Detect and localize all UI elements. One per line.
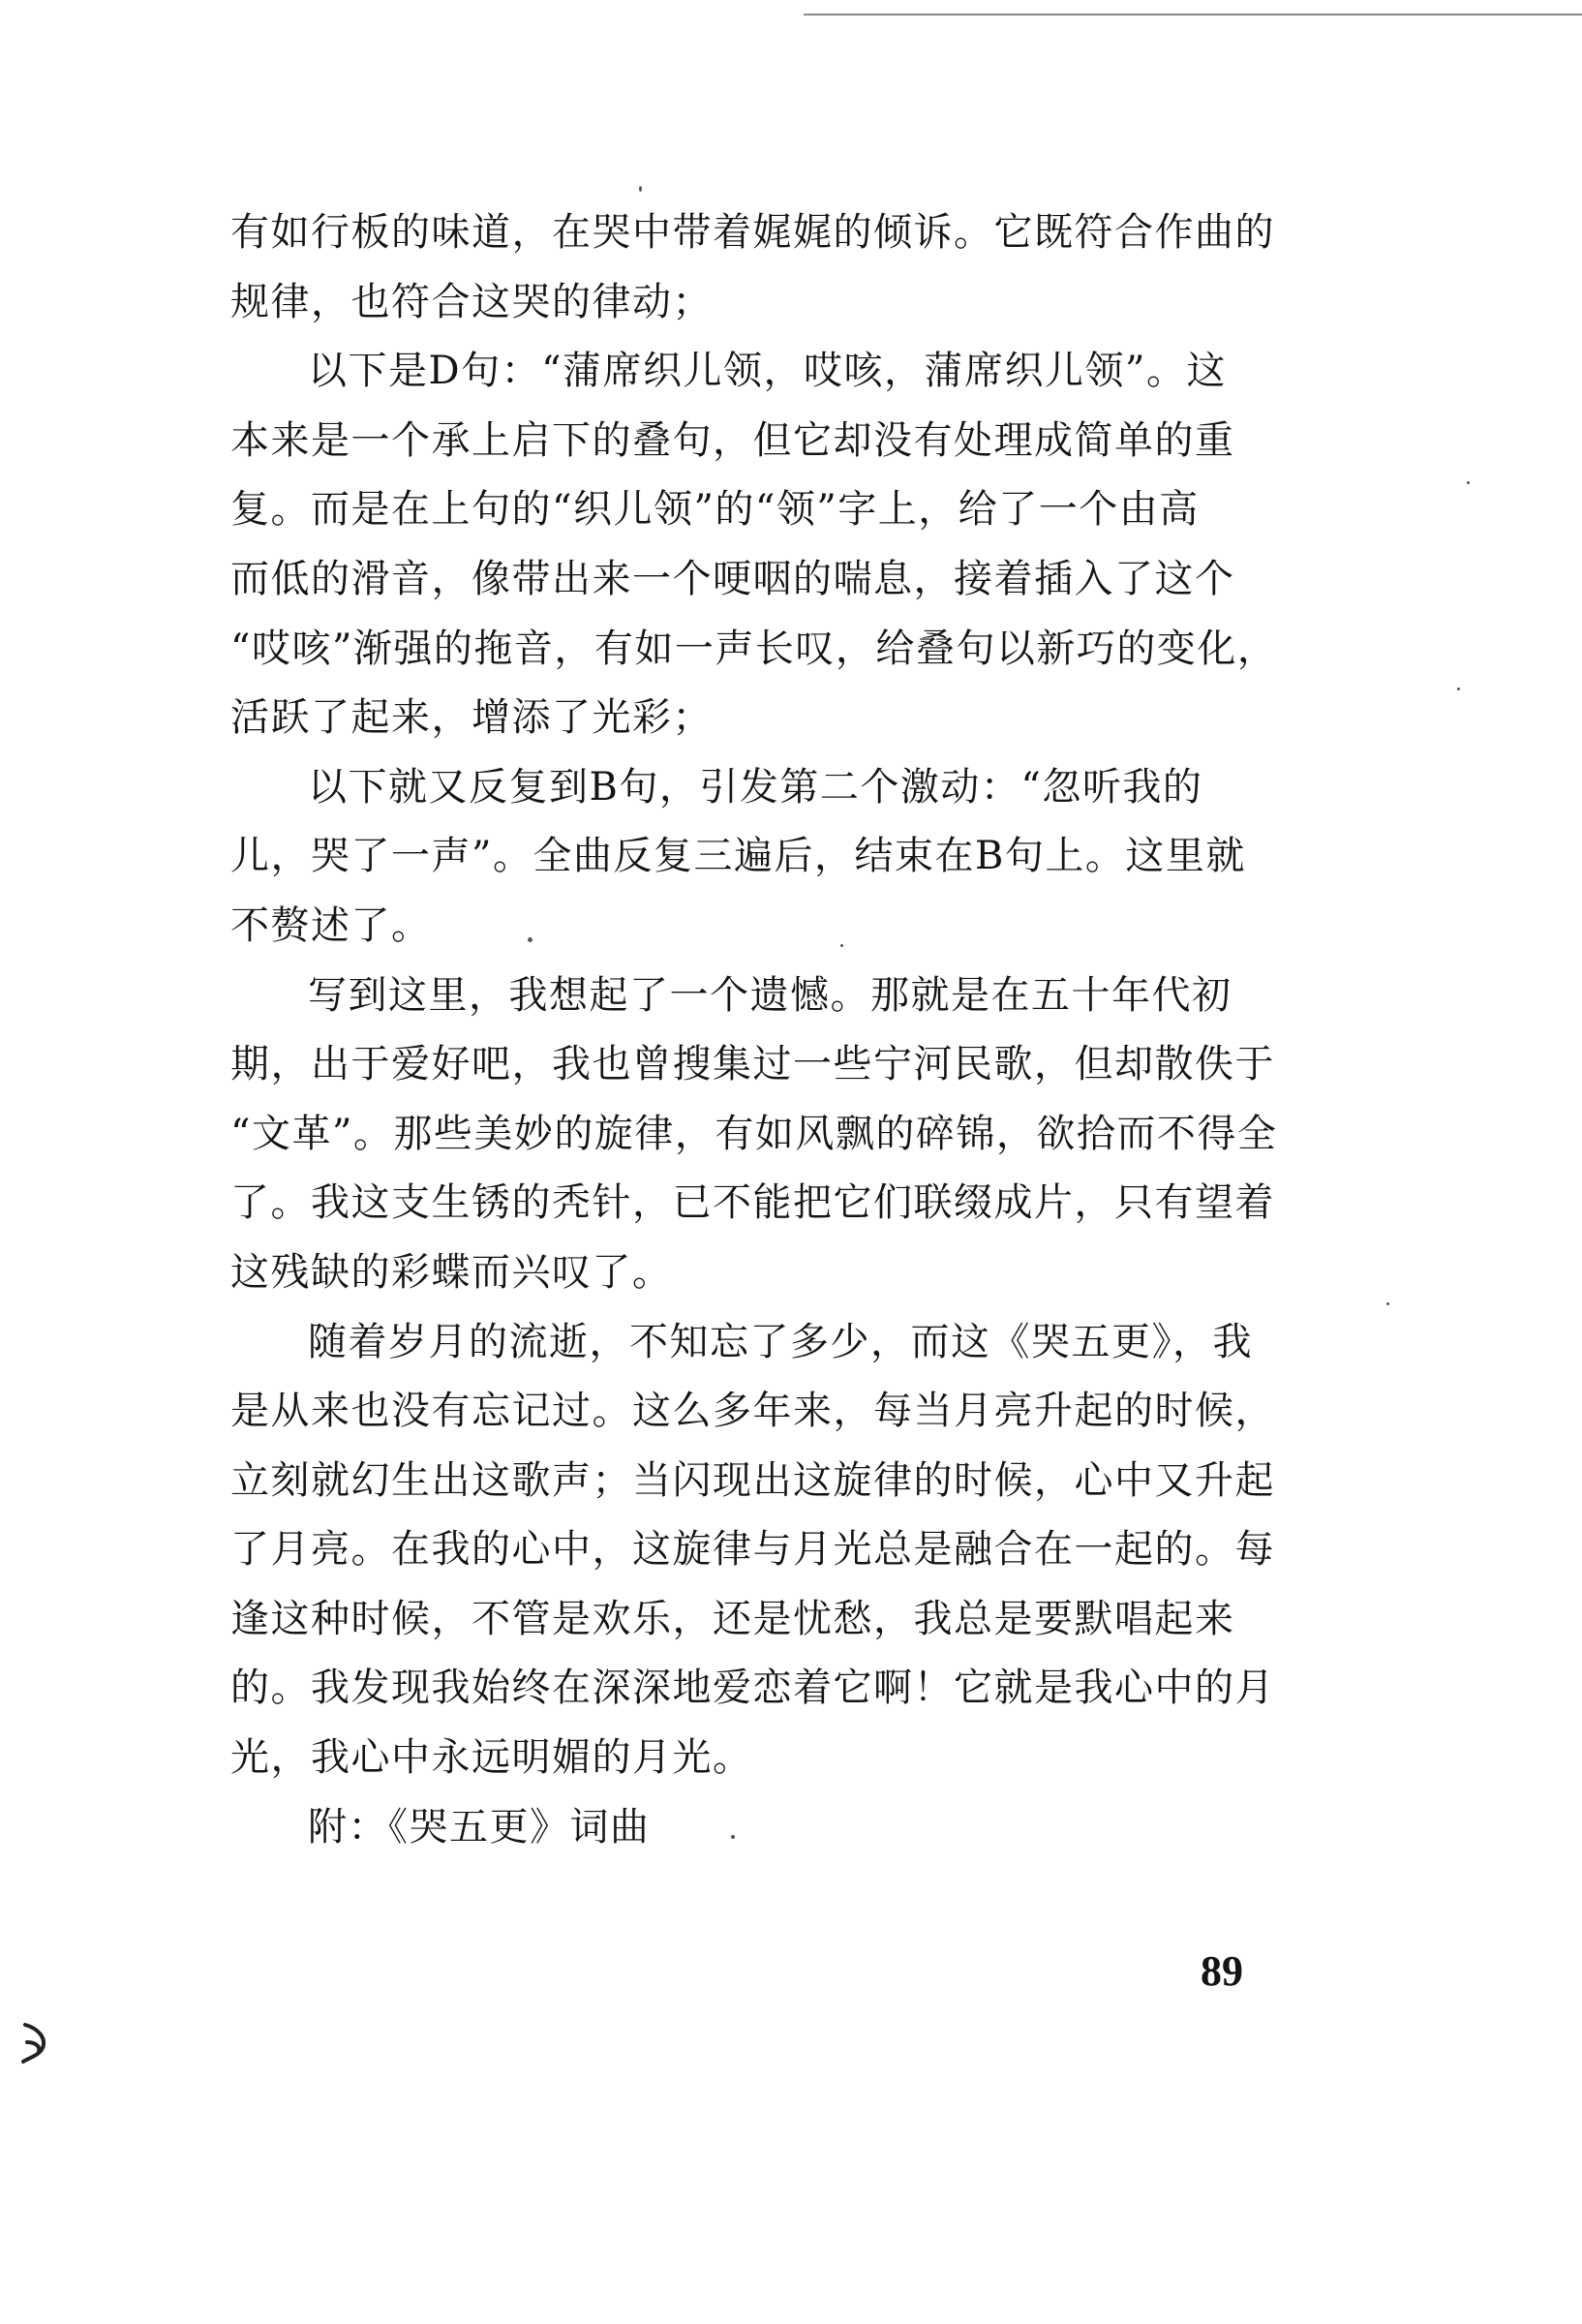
page-number: 89: [1201, 1947, 1243, 1995]
paragraph-6: 附：《哭五更》词曲: [308, 1804, 651, 1850]
scan-speck: [528, 937, 532, 942]
paragraph-2: 以下是D句：“蒲席织儿领，哎咳，蒲席织儿领”。这 本来是一个承上启下的叠句，但它却没有处理成简单的重 复。而是在上句的“织儿领”的“领”字上，给了一个由高 而低的滑音，像带出来一个哽咽的喘息，接着插入了这个 “哎咳”渐强的拖音，有如一声长叹，给叠句以新巧的变化， 活跃了起来，增添了光彩；: [230, 349, 1278, 741]
scan-artifact-mark: [17, 2019, 56, 2067]
paragraph-4: 写到这里，我想起了一个遗憾。那就是在五十年代初 期，出于爱好吧，我也曾搜集过一些宁河民歌，但却散佚于 “文革”。那些美妙的旋律，有如风飘的碎锦，欲拾而不得全 了。我这支生锈的秃针，已不能把它们联缀成片，只有望着 这残缺的彩蝶而兴叹了。: [230, 972, 1278, 1295]
scan-speck: [639, 186, 642, 192]
body-text: [230, 199, 1315, 1862]
scan-speck: [1386, 1302, 1389, 1305]
top-rule: [804, 14, 1582, 15]
scan-speck: [1457, 688, 1460, 690]
paragraph-5: 随着岁月的流逝，不知忘了多少，而这《哭五更》，我 是从来也没有忘记过。这么多年来，每当月亮升起的时候， 立刻就幻生出这歌声；当闪现出这旋律的时候，心中又升起 了月亮。在我的心中，这旋律与月光总是融合在一起的。每 逢这种时候，不管是欢乐，还是忧愁，我总是要默唱起来 的。我发现我始终在深深地爱恋着它啊！它就是我心中的月 光，我心中永远明媚的月光。: [230, 1319, 1275, 1781]
scan-speck: [731, 1835, 735, 1839]
paragraph-3: 以下就又反复到B句，引发第二个激动：“忽听我的 儿，哭了一声”。全曲反复三遍后，结束在B句上。这里就 不赘述了。: [230, 764, 1246, 948]
scan-speck: [840, 944, 843, 947]
scan-speck: [1467, 481, 1470, 484]
paragraph-1: 有如行板的味道，在哭中带着娓娓的倾诉。它既符合作曲的 规律，也符合这哭的律动；: [230, 210, 1275, 324]
